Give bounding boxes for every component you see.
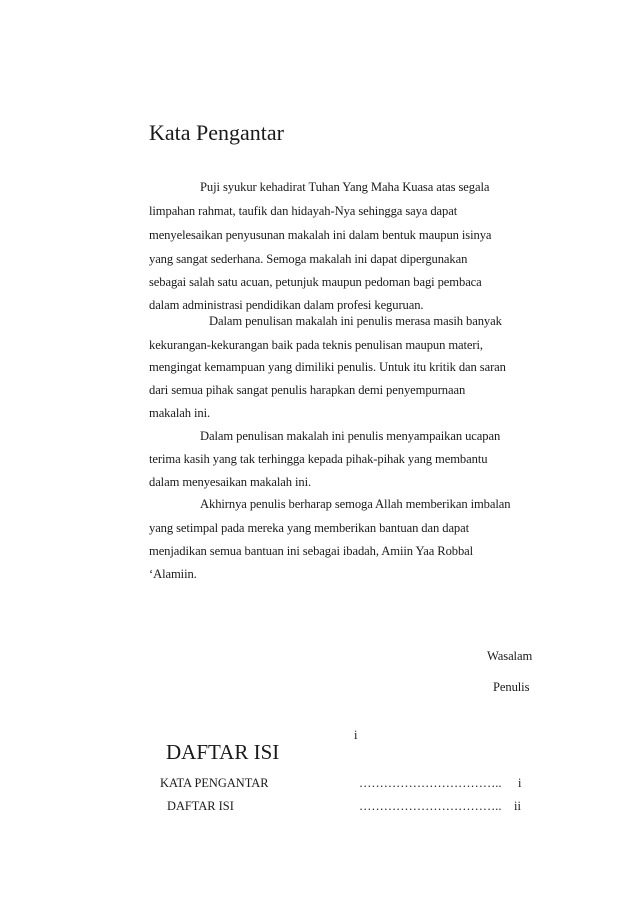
paragraph-line: Dalam penulisan makalah ini penulis merasa masih banyak xyxy=(209,314,502,328)
toc-entry-page: i xyxy=(518,776,522,790)
paragraph-line: makalah ini. xyxy=(149,406,211,420)
paragraph-line: sebagai salah satu acuan, petunjuk maupun pedoman bagi pembaca xyxy=(149,275,482,289)
signature-text: Penulis xyxy=(493,680,530,694)
paragraph-line: menjadikan semua bantuan ini sebagai ibadah, Amiin Yaa Robbal xyxy=(149,544,474,558)
paragraph-line: mengingat kemampuan yang dimiliki penulis. Untuk itu kritik dan saran xyxy=(149,360,506,374)
page-title: Kata Pengantar xyxy=(149,120,284,145)
paragraph-line: kekurangan-kekurangan baik pada teknis penulisan maupun materi, xyxy=(149,338,483,352)
paragraph-line: dalam administrasi pendidikan dalam profesi keguruan. xyxy=(149,298,424,312)
paragraph-line: yang setimpal pada mereka yang memberikan bantuan dan dapat xyxy=(149,521,470,535)
toc-title: DAFTAR ISI xyxy=(166,740,280,764)
toc-entry-leader: …………………………….. xyxy=(359,776,502,790)
paragraph-line: menyelesaikan penyusunan makalah ini dalam bentuk maupun isinya xyxy=(149,228,492,242)
toc-entry-label: KATA PENGANTAR xyxy=(160,776,269,790)
paragraph-line: terima kasih yang tak terhingga kepada pihak-pihak yang membantu xyxy=(149,452,488,466)
paragraph-line: ‘Alamiin. xyxy=(149,567,197,581)
toc-entry-label: DAFTAR ISI xyxy=(167,799,234,813)
page-number: i xyxy=(354,728,358,742)
paragraph-line: limpahan rahmat, taufik dan hidayah-Nya sehingga saya dapat xyxy=(149,204,458,218)
paragraph-line: Akhirnya penulis berharap semoga Allah memberikan imbalan xyxy=(200,497,511,511)
toc-entry-page: ii xyxy=(514,799,521,813)
toc-entry-leader: …………………………….. xyxy=(359,799,502,813)
paragraph-line: yang sangat sederhana. Semoga makalah ini dapat dipergunakan xyxy=(149,252,468,266)
paragraph-line: Dalam penulisan makalah ini penulis menyampaikan ucapan xyxy=(200,429,501,443)
closing-text: Wasalam xyxy=(487,649,533,663)
paragraph-line: dari semua pihak sangat penulis harapkan demi penyempurnaan xyxy=(149,383,466,397)
paragraph-line: dalam menyesaikan makalah ini. xyxy=(149,475,312,489)
paragraph-line: Puji syukur kehadirat Tuhan Yang Maha Kuasa atas segala xyxy=(200,180,490,194)
